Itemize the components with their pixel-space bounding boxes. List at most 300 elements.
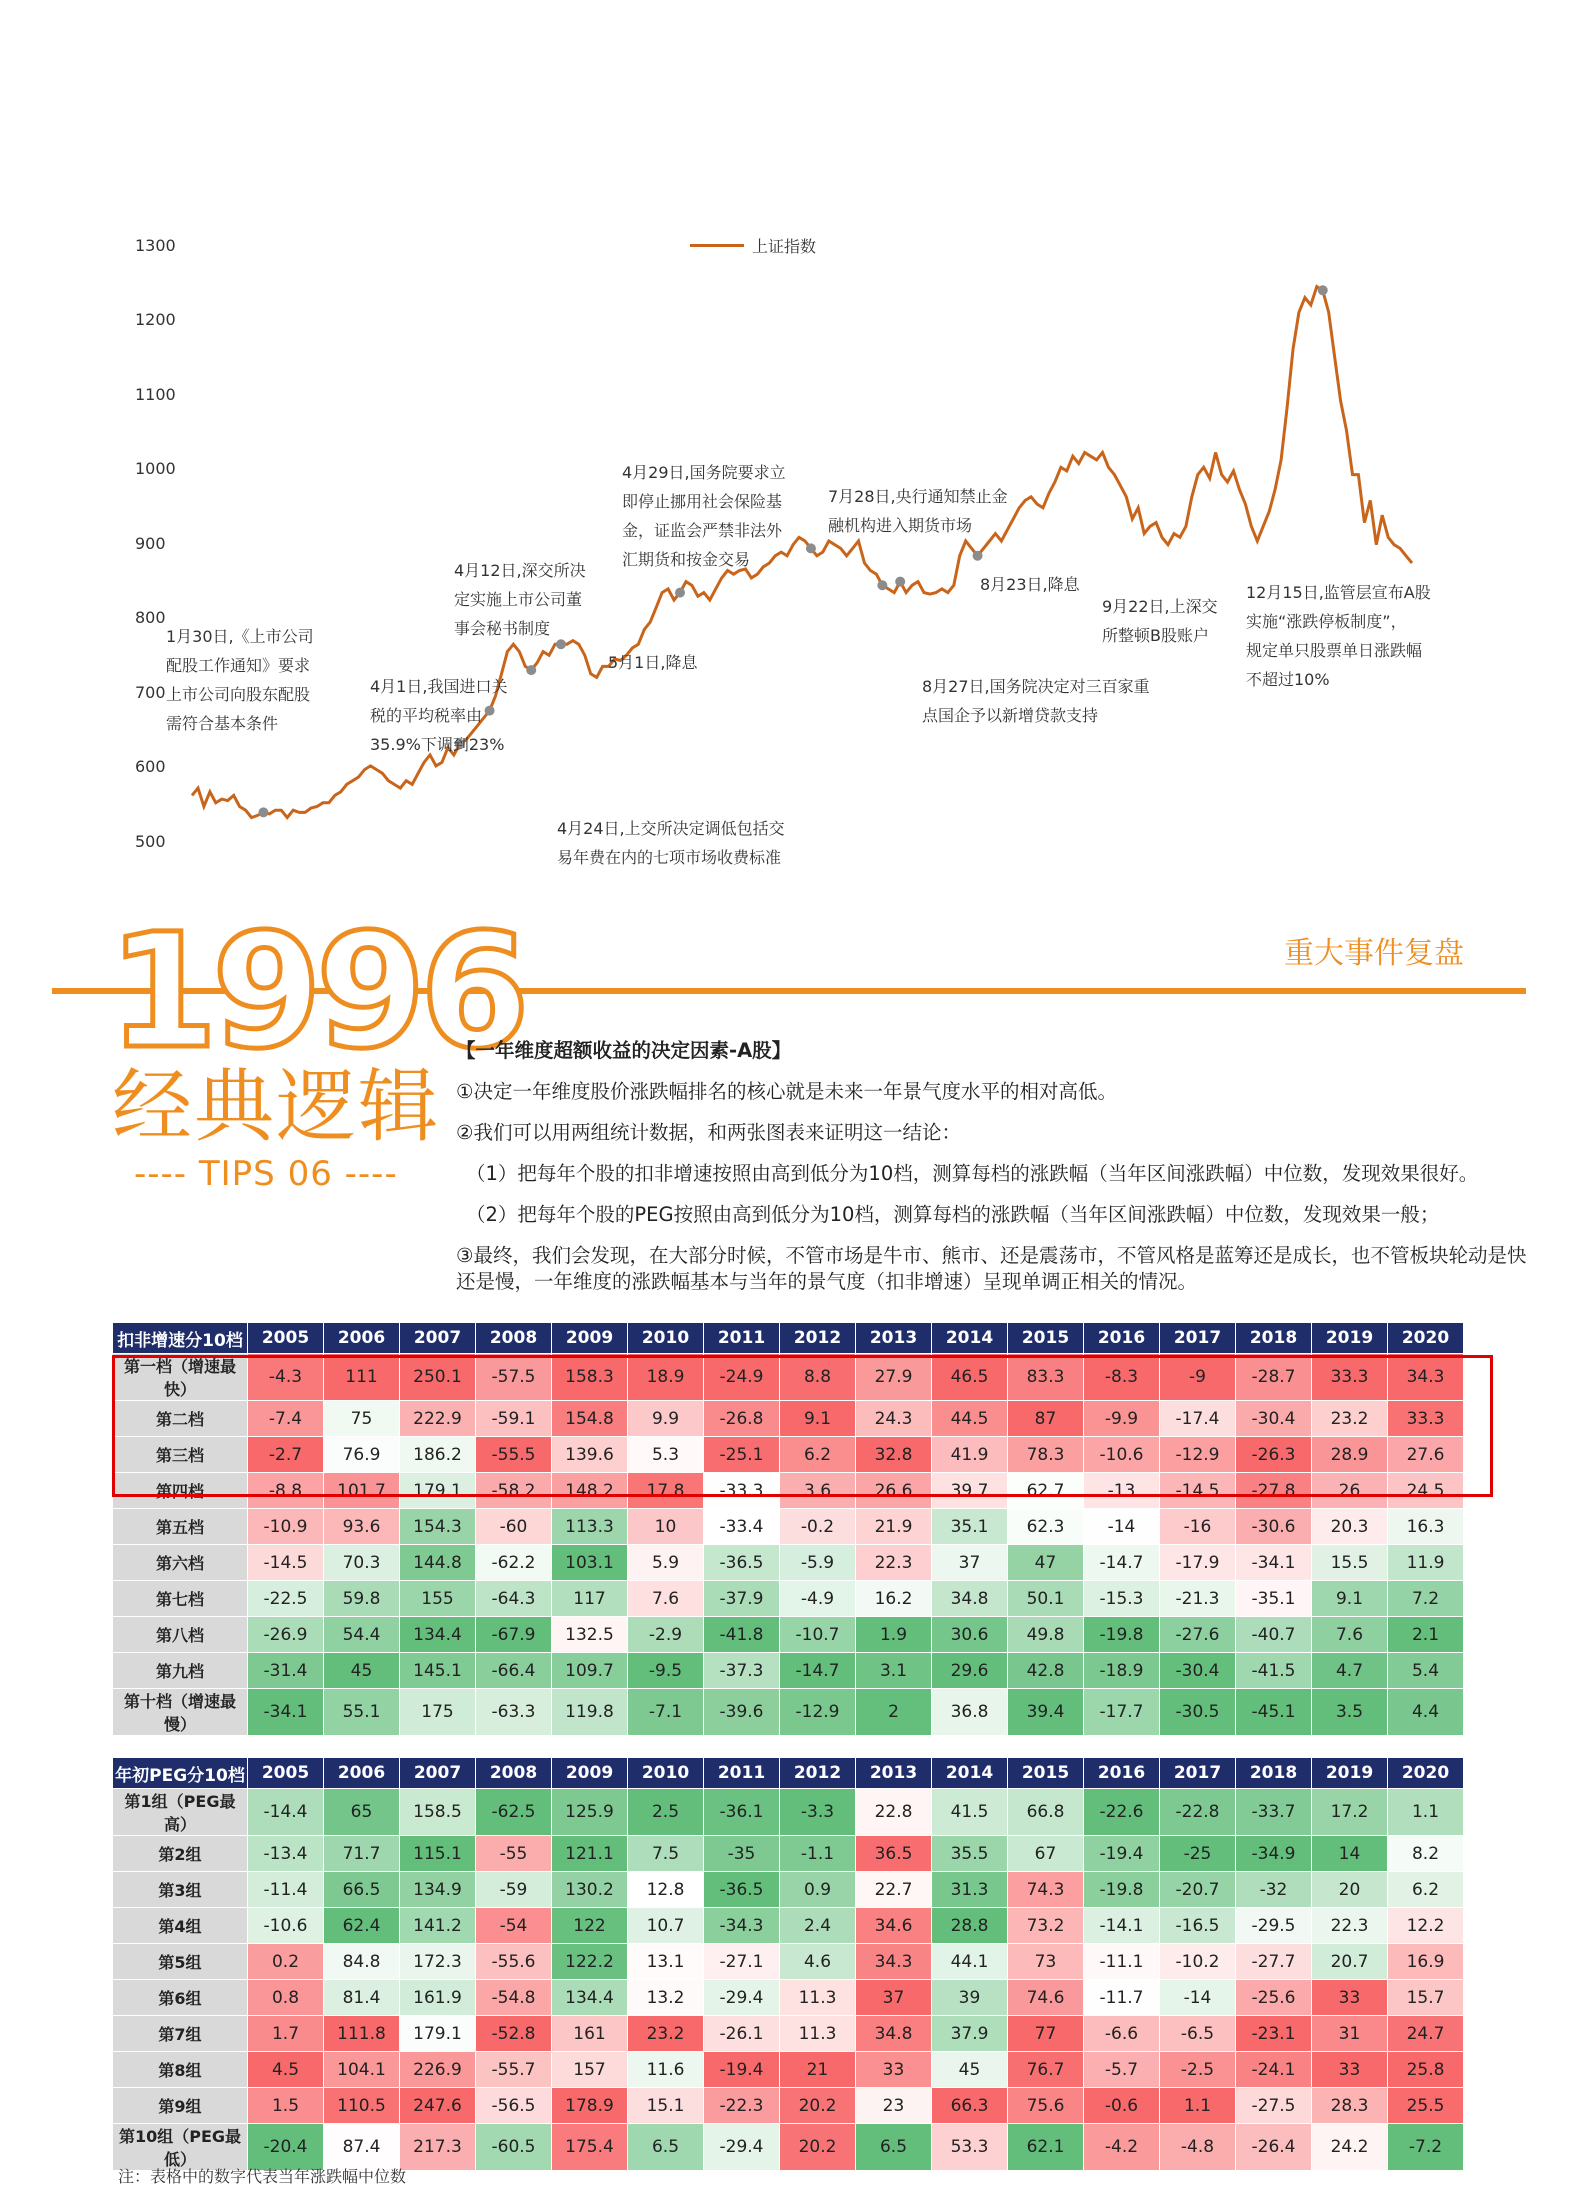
table-cell: 62.7: [1008, 1473, 1084, 1509]
table-cell: 76.9: [324, 1437, 400, 1473]
table-cell: -22.8: [1160, 1789, 1236, 1836]
row-label: 第一档（增速最快）: [113, 1354, 248, 1401]
table-cell: 37.9: [932, 2016, 1008, 2052]
table-cell: 33: [1312, 2052, 1388, 2088]
table-cell: 41.9: [932, 1437, 1008, 1473]
table-cell: -0.6: [1084, 2088, 1160, 2124]
table-cell: 47: [1008, 1545, 1084, 1581]
table-cell: 11.9: [1388, 1545, 1464, 1581]
table-row: [113, 1653, 1464, 1689]
column-header: 2009: [552, 1758, 628, 1789]
annotation-apr24: 4月24日,上交所决定调低包括交 易年费在内的七项市场收费标准: [557, 819, 785, 867]
table-cell: -30.6: [1236, 1509, 1312, 1545]
table-cell: -22.3: [704, 2088, 780, 2124]
table-cell: -30.4: [1160, 1653, 1236, 1689]
table-cell: -13: [1084, 1473, 1160, 1509]
table-row: [113, 1908, 1464, 1944]
table-cell: -35.1: [1236, 1581, 1312, 1617]
column-header: 2020: [1388, 1323, 1464, 1354]
table-cell: -17.4: [1160, 1401, 1236, 1437]
table-cell: -41.5: [1236, 1653, 1312, 1689]
table-cell: 134.4: [552, 1980, 628, 2016]
table-cell: -32: [1236, 1872, 1312, 1908]
table-cell: 134.4: [400, 1617, 476, 1653]
table-cell: 24.7: [1388, 2016, 1464, 2052]
table-cell: 122: [552, 1908, 628, 1944]
table-row: [113, 1872, 1464, 1908]
table-cell: 6.5: [856, 2124, 932, 2171]
table-cell: 158.3: [552, 1354, 628, 1401]
table-cell: 2.5: [628, 1789, 704, 1836]
table-cell: -27.5: [1236, 2088, 1312, 2124]
table-cell: 6.2: [1388, 1872, 1464, 1908]
row-label: 第七档: [113, 1581, 248, 1617]
table-cell: 13.1: [628, 1944, 704, 1980]
column-header: 2012: [780, 1758, 856, 1789]
table-cell: -29.4: [704, 1980, 780, 2016]
table-cell: 41.5: [932, 1789, 1008, 1836]
column-header: 2007: [400, 1323, 476, 1354]
body-heading: 【一年维度超额收益的决定因素-A股】: [456, 1039, 792, 1062]
table-cell: 54.4: [324, 1617, 400, 1653]
table-cell: 39.7: [932, 1473, 1008, 1509]
column-header: 2014: [932, 1323, 1008, 1354]
table-cell: 186.2: [400, 1437, 476, 1473]
table-row: [113, 1617, 1464, 1653]
annotation-dec15: 12月15日,监管层宣布A股 实施“涨跌停板制度”， 规定单只股票单日涨跌幅 不超过10%: [1246, 583, 1431, 689]
table-cell: 145.1: [400, 1653, 476, 1689]
table-cell: 119.8: [552, 1689, 628, 1736]
annotation-may1: 5月1日,降息: [608, 653, 698, 672]
table-cell: 7.5: [628, 1836, 704, 1872]
table-cell: 2.4: [780, 1908, 856, 1944]
table-cell: -2.5: [1160, 2052, 1236, 2088]
table-cell: 103.1: [552, 1545, 628, 1581]
row-label: 第10组（PEG最低）: [113, 2124, 248, 2171]
table-cell: -55: [476, 1836, 552, 1872]
table-cell: -8.3: [1084, 1354, 1160, 1401]
table-cell: -26.4: [1236, 2124, 1312, 2171]
table-cell: 9.9: [628, 1401, 704, 1437]
section-title: 重大事件复盘: [1284, 936, 1464, 971]
column-header: 2018: [1236, 1758, 1312, 1789]
table-cell: 15.5: [1312, 1545, 1388, 1581]
table-cell: -37.3: [704, 1653, 780, 1689]
table-row: [113, 1789, 1464, 1836]
row-label: 第2组: [113, 1836, 248, 1872]
table-cell: -19.8: [1084, 1872, 1160, 1908]
table-cell: -27.1: [704, 1944, 780, 1980]
table-cell: -41.8: [704, 1617, 780, 1653]
table-cell: -6.6: [1084, 2016, 1160, 2052]
footnote: 注：表格中的数字代表当年涨跌幅中位数: [118, 2167, 407, 2186]
table-cell: -63.3: [476, 1689, 552, 1736]
column-header: 2006: [324, 1758, 400, 1789]
table-cell: -39.6: [704, 1689, 780, 1736]
table-cell: -26.3: [1236, 1437, 1312, 1473]
table-cell: 14: [1312, 1836, 1388, 1872]
y-tick-label: 1100: [135, 385, 176, 404]
table-cell: 33: [1312, 1980, 1388, 2016]
column-header: 2017: [1160, 1758, 1236, 1789]
classic-logic-title: 经典逻辑: [112, 1060, 440, 1153]
y-tick-label: 700: [135, 683, 166, 702]
table-cell: 21: [780, 2052, 856, 2088]
row-label: 第7组: [113, 2016, 248, 2052]
table-cell: 4.4: [1388, 1689, 1464, 1736]
table-cell: 5.9: [628, 1545, 704, 1581]
table-cell: 11.3: [780, 2016, 856, 2052]
table-cell: 122.2: [552, 1944, 628, 1980]
highlight-box: [112, 1355, 1493, 1497]
annotation-aug27: 8月27日,国务院决定对三百家重 点国企予以新增贷款支持: [922, 677, 1150, 725]
table-cell: -58.2: [476, 1473, 552, 1509]
column-header: 2007: [400, 1758, 476, 1789]
table-cell: 74.3: [1008, 1872, 1084, 1908]
table-cell: -24.1: [1236, 2052, 1312, 2088]
table-cell: -67.9: [476, 1617, 552, 1653]
table-cell: 101.7: [324, 1473, 400, 1509]
table-cell: -14.5: [248, 1545, 324, 1581]
table-cell: -56.5: [476, 2088, 552, 2124]
table-cell: 28.9: [1312, 1437, 1388, 1473]
table-header-row: [113, 1323, 1464, 1354]
column-header: 2011: [704, 1758, 780, 1789]
table-cell: 24.2: [1312, 2124, 1388, 2171]
table-cell: 34.6: [856, 1908, 932, 1944]
table-cell: 32.8: [856, 1437, 932, 1473]
table-cell: 113.3: [552, 1509, 628, 1545]
table-cell: -10.7: [780, 1617, 856, 1653]
table-cell: -12.9: [1160, 1437, 1236, 1473]
table-cell: 75.6: [1008, 2088, 1084, 2124]
table-cell: -9: [1160, 1354, 1236, 1401]
table-cell: 35.1: [932, 1509, 1008, 1545]
table-cell: -15.3: [1084, 1581, 1160, 1617]
column-header: 2020: [1388, 1758, 1464, 1789]
table-cell: -54: [476, 1908, 552, 1944]
table-cell: 179.1: [400, 2016, 476, 2052]
table-cell: -34.1: [248, 1689, 324, 1736]
table-cell: -16: [1160, 1509, 1236, 1545]
column-header: 2006: [324, 1323, 400, 1354]
table-cell: 34.8: [932, 1581, 1008, 1617]
table-cell: 84.8: [324, 1944, 400, 1980]
peg-decile-table: [112, 1757, 1464, 2171]
table-row: [113, 2016, 1464, 2052]
annotation-jul28: 7月28日,央行通知禁止金 融机构进入期货市场: [828, 487, 1008, 535]
table-cell: -4.9: [780, 1581, 856, 1617]
table-cell: 226.9: [400, 2052, 476, 2088]
table-cell: -11.4: [248, 1872, 324, 1908]
table-cell: 4.6: [780, 1944, 856, 1980]
row-label: 第5组: [113, 1944, 248, 1980]
table-cell: -55.7: [476, 2052, 552, 2088]
table-cell: -10.2: [1160, 1944, 1236, 1980]
table-cell: -0.2: [780, 1509, 856, 1545]
row-label: 第八档: [113, 1617, 248, 1653]
table-cell: 66.5: [324, 1872, 400, 1908]
table-cell: 144.8: [400, 1545, 476, 1581]
table-cell: 34.3: [856, 1944, 932, 1980]
table-cell: -11.1: [1084, 1944, 1160, 1980]
row-label: 第五档: [113, 1509, 248, 1545]
table-cell: 25.8: [1388, 2052, 1464, 2088]
table-cell: -36.5: [704, 1872, 780, 1908]
table-cell: 49.8: [1008, 1617, 1084, 1653]
event-marker: [1318, 285, 1328, 295]
table-cell: 87: [1008, 1401, 1084, 1437]
table-cell: 3.6: [780, 1473, 856, 1509]
table-cell: -64.3: [476, 1581, 552, 1617]
table-cell: -55.6: [476, 1944, 552, 1980]
table-cell: -1.1: [780, 1836, 856, 1872]
table-cell: 81.4: [324, 1980, 400, 2016]
table-cell: 66.3: [932, 2088, 1008, 2124]
table-cell: 22.3: [856, 1545, 932, 1581]
table-cell: 134.9: [400, 1872, 476, 1908]
table-cell: 7.6: [1312, 1617, 1388, 1653]
table-cell: 178.9: [552, 2088, 628, 2124]
table-cell: 44.5: [932, 1401, 1008, 1437]
column-header: 2005: [248, 1758, 324, 1789]
table-cell: -26.9: [248, 1617, 324, 1653]
annotation-apr29: 4月29日,国务院要求立 即停止挪用社会保险基 金，证监会严禁非法外 汇期货和按金交易: [622, 463, 786, 569]
table-cell: -4.2: [1084, 2124, 1160, 2171]
row-label: 第9组: [113, 2088, 248, 2124]
table-cell: 46.5: [932, 1354, 1008, 1401]
event-marker: [675, 588, 685, 598]
table-cell: 161: [552, 2016, 628, 2052]
column-header: 2014: [932, 1758, 1008, 1789]
table-cell: -20.4: [248, 2124, 324, 2171]
table-cell: -59: [476, 1872, 552, 1908]
table-cell: 115.1: [400, 1836, 476, 1872]
table-cell: 157: [552, 2052, 628, 2088]
table-cell: 1.1: [1160, 2088, 1236, 2124]
table-cell: 22.8: [856, 1789, 932, 1836]
table-cell: -7.4: [248, 1401, 324, 1437]
table-cell: 11.3: [780, 1980, 856, 2016]
table-cell: -34.3: [704, 1908, 780, 1944]
row-label: 第四档: [113, 1473, 248, 1509]
table-cell: 1.5: [248, 2088, 324, 2124]
table-cell: 111.8: [324, 2016, 400, 2052]
row-label: 第3组: [113, 1872, 248, 1908]
column-header: 2015: [1008, 1323, 1084, 1354]
table-cell: -8.8: [248, 1473, 324, 1509]
table-cell: 36.5: [856, 1836, 932, 1872]
table-cell: 11.6: [628, 2052, 704, 2088]
body-paragraph: ②我们可以用两组统计数据，和两张图表来证明这一结论：: [456, 1121, 961, 1144]
table-cell: 8.2: [1388, 1836, 1464, 1872]
table-cell: 250.1: [400, 1354, 476, 1401]
table-cell: -54.8: [476, 1980, 552, 2016]
table-cell: 39.4: [1008, 1689, 1084, 1736]
body-paragraph: ③最终，我们会发现，在大部分时候，不管市场是牛市、熊市、还是震荡市，不管风格是蓝筹还是成长，也不管板块轮动是快还是慢，一年维度的涨跌幅基本与当年的景气度（扣非增速）呈现单调正相关的情况。: [456, 1244, 1527, 1293]
column-header: 2009: [552, 1323, 628, 1354]
table-cell: -5.9: [780, 1545, 856, 1581]
table-cell: 17.2: [1312, 1789, 1388, 1836]
table-cell: 2.1: [1388, 1617, 1464, 1653]
column-header: 2015: [1008, 1758, 1084, 1789]
table-cell: 20.3: [1312, 1509, 1388, 1545]
table-cell: 10.7: [628, 1908, 704, 1944]
table-cell: -2.9: [628, 1617, 704, 1653]
column-header: 2017: [1160, 1323, 1236, 1354]
table-cell: 33.3: [1388, 1401, 1464, 1437]
table-cell: 44.1: [932, 1944, 1008, 1980]
table-cell: 161.9: [400, 1980, 476, 2016]
table-cell: 10: [628, 1509, 704, 1545]
body-paragraph: （1）把每年个股的扣非增速按照由高到低分为10档，测算每档的涨跌幅（当年区间涨跌幅）中位数，发现效果很好。: [466, 1162, 1479, 1185]
table-cell: 37: [856, 1980, 932, 2016]
table-cell: 34.8: [856, 2016, 932, 2052]
table-cell: 24.5: [1388, 1473, 1464, 1509]
table-cell: -19.4: [704, 2052, 780, 2088]
table-cell: 8.8: [780, 1354, 856, 1401]
table-cell: 111: [324, 1354, 400, 1401]
table-cell: -4.8: [1160, 2124, 1236, 2171]
row-label: 第1组（PEG最高）: [113, 1789, 248, 1836]
table-cell: 117: [552, 1581, 628, 1617]
y-tick-label: 1200: [135, 310, 176, 329]
table-cell: 7.6: [628, 1581, 704, 1617]
table-cell: 25.5: [1388, 2088, 1464, 2124]
table-cell: 155: [400, 1581, 476, 1617]
table-cell: -3.3: [780, 1789, 856, 1836]
y-tick-label: 1300: [135, 236, 176, 255]
table-cell: 172.3: [400, 1944, 476, 1980]
table-cell: -33.3: [704, 1473, 780, 1509]
table-cell: -10.6: [1084, 1437, 1160, 1473]
table-cell: 132.5: [552, 1617, 628, 1653]
table-cell: -5.7: [1084, 2052, 1160, 2088]
row-label: 第三档: [113, 1437, 248, 1473]
table-cell: 1.1: [1388, 1789, 1464, 1836]
legend-swatch: [690, 244, 744, 247]
table-cell: -36.1: [704, 1789, 780, 1836]
column-header: 扣非增速分10档: [113, 1323, 248, 1354]
table-cell: 34.3: [1388, 1354, 1464, 1401]
table-cell: 20.7: [1312, 1944, 1388, 1980]
row-label: 第8组: [113, 2052, 248, 2088]
table-cell: -62.2: [476, 1545, 552, 1581]
y-tick-label: 500: [135, 832, 166, 851]
table-cell: 50.1: [1008, 1581, 1084, 1617]
shanghai-index-chart: [0, 0, 1574, 900]
table-cell: -23.1: [1236, 2016, 1312, 2052]
table-cell: 22.7: [856, 1872, 932, 1908]
table-cell: -10.9: [248, 1509, 324, 1545]
table-cell: -12.9: [780, 1689, 856, 1736]
table-cell: -28.7: [1236, 1354, 1312, 1401]
table-cell: -22.6: [1084, 1789, 1160, 1836]
table-cell: -14.5: [1160, 1473, 1236, 1509]
table-cell: -4.3: [248, 1354, 324, 1401]
table-cell: 74.6: [1008, 1980, 1084, 2016]
table-row: [113, 1689, 1464, 1736]
table-cell: -19.8: [1084, 1617, 1160, 1653]
table-cell: 148.2: [552, 1473, 628, 1509]
table-cell: 66.8: [1008, 1789, 1084, 1836]
table-cell: 13.2: [628, 1980, 704, 2016]
chart-legend: [690, 234, 816, 257]
table-cell: -30.4: [1236, 1401, 1312, 1437]
table-cell: 87.4: [324, 2124, 400, 2171]
event-marker: [973, 551, 983, 561]
table-cell: -27.7: [1236, 1944, 1312, 1980]
table-cell: -25.6: [1236, 1980, 1312, 2016]
annotation-apr1: 4月1日,我国进口关 税的平均税率由 35.9%下调到23%: [370, 677, 508, 754]
body-paragraph: ①决定一年维度股价涨跌幅排名的核心就是未来一年景气度水平的相对高低。: [456, 1080, 1117, 1103]
table-cell: -45.1: [1236, 1689, 1312, 1736]
table-cell: 158.5: [400, 1789, 476, 1836]
table-row: [113, 1980, 1464, 2016]
table-cell: 24.3: [856, 1401, 932, 1437]
table-cell: 0.2: [248, 1944, 324, 1980]
table-cell: 75: [324, 1401, 400, 1437]
column-header: 2018: [1236, 1323, 1312, 1354]
table-cell: 154.8: [552, 1401, 628, 1437]
table-cell: -36.5: [704, 1545, 780, 1581]
table-cell: -14.7: [1084, 1545, 1160, 1581]
table-cell: 7.2: [1388, 1581, 1464, 1617]
table-cell: -25: [1160, 1836, 1236, 1872]
table-cell: 0.8: [248, 1980, 324, 2016]
table-cell: 73: [1008, 1944, 1084, 1980]
table-cell: 0.9: [780, 1872, 856, 1908]
table-cell: -60: [476, 1509, 552, 1545]
table-cell: -27.6: [1160, 1617, 1236, 1653]
event-marker: [526, 665, 536, 675]
table-cell: 83.3: [1008, 1354, 1084, 1401]
table-cell: 18.9: [628, 1354, 704, 1401]
table-cell: -14: [1160, 1980, 1236, 2016]
table-cell: 62.3: [1008, 1509, 1084, 1545]
column-header: 2013: [856, 1758, 932, 1789]
table-row: [113, 1509, 1464, 1545]
table-cell: 222.9: [400, 1401, 476, 1437]
table-cell: 104.1: [324, 2052, 400, 2088]
table-cell: -14.7: [780, 1653, 856, 1689]
table-cell: -26.8: [704, 1401, 780, 1437]
table-cell: 33: [856, 2052, 932, 2088]
annotation-aug23: 8月23日,降息: [980, 575, 1080, 594]
column-header: 2013: [856, 1323, 932, 1354]
table-cell: 6.5: [628, 2124, 704, 2171]
table-cell: 9.1: [1312, 1581, 1388, 1617]
table-cell: -27.8: [1236, 1473, 1312, 1509]
table-cell: -62.5: [476, 1789, 552, 1836]
table-cell: -14.4: [248, 1789, 324, 1836]
table-cell: -13.4: [248, 1836, 324, 1872]
table-cell: 179.1: [400, 1473, 476, 1509]
table-cell: -40.7: [1236, 1617, 1312, 1653]
table-cell: -17.9: [1160, 1545, 1236, 1581]
table-cell: 45: [324, 1653, 400, 1689]
table-cell: 23.2: [1312, 1401, 1388, 1437]
table-cell: 15.7: [1388, 1980, 1464, 2016]
table-cell: -9.9: [1084, 1401, 1160, 1437]
table-cell: -14: [1084, 1509, 1160, 1545]
table-cell: -29.4: [704, 2124, 780, 2171]
table-cell: -17.7: [1084, 1689, 1160, 1736]
table-cell: -30.5: [1160, 1689, 1236, 1736]
table-cell: -33.7: [1236, 1789, 1312, 1836]
table-cell: -19.4: [1084, 1836, 1160, 1872]
table-cell: -14.1: [1084, 1908, 1160, 1944]
